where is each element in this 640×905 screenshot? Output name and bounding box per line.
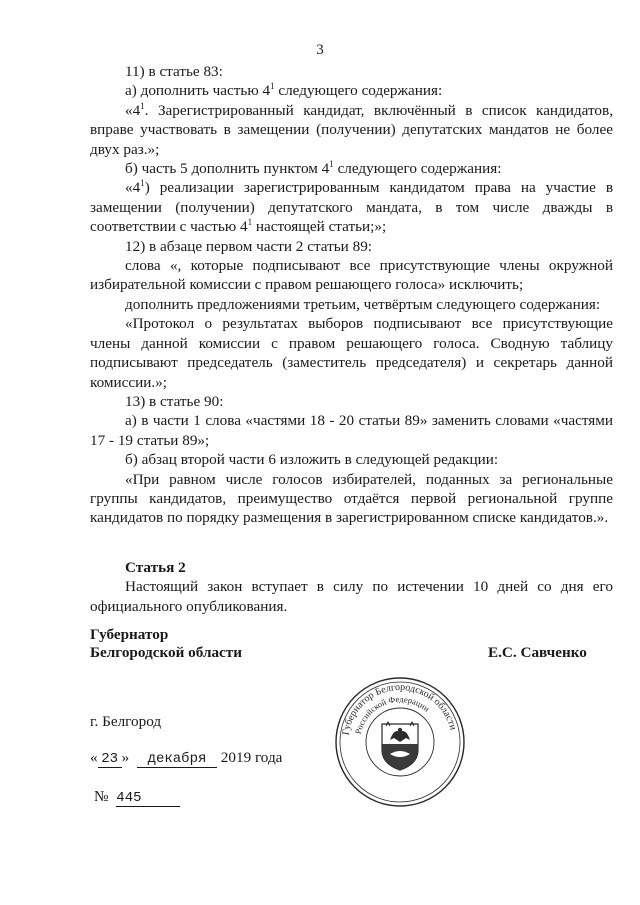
place: г. Белгород (90, 713, 162, 730)
date-day: 23 (98, 752, 122, 768)
date-line (90, 749, 282, 768)
date-open-quote: « (90, 749, 98, 766)
list-item: а) в части 1 слова «частями 18 - 20 статьи 89» заменить словами «частями 17 - 19 статьи 89»; (90, 412, 613, 449)
signature-title-line1: Губернатор (90, 626, 169, 643)
number-line (94, 788, 180, 807)
date-month: декабря (137, 752, 217, 768)
document-body (90, 62, 613, 616)
seal-outer-text: Губернатор Белгородской области (340, 681, 459, 737)
date-close-quote: » (121, 749, 130, 766)
spacer (90, 528, 613, 558)
signature-name: Е.С. Савченко (488, 644, 587, 661)
list-item: 11) в статье 83: (125, 63, 223, 80)
official-seal (330, 672, 470, 812)
list-item: «Протокол о результатах выборов подписывают все присутствующие члены данной комиссии с правом решающего голоса. Сводную таблицу подписывают председатель (заместитель председателя) и секретарь данной комиссии.»; (90, 315, 613, 391)
number-label: № (94, 788, 109, 805)
list-item: дополнить предложениями третьим, четвёртым следующего содержания: (125, 295, 601, 313)
signature-title-line2: Белгородской области (90, 644, 243, 661)
list-item: «$4^1$) реализации зарегистрированным кандидатом права на участие в замещении (получении) депутатского мандата, в том числе дважды в соответствии с частью $4^1$ настоящей статьи;»; (90, 178, 613, 236)
list-item: 13) в статье 90: (125, 392, 224, 410)
number-value: 445 (116, 791, 180, 807)
list-item: «$4^1$. Зарегистрированный кандидат, включённый в список кандидатов, вправе участвовать в замещении (получении) депутатских мандатов не более двух раз.»; (90, 100, 613, 158)
date-year: 2019 года (220, 749, 283, 766)
list-item: 12) в абзаце первом части 2 статьи 89: (125, 237, 373, 255)
list-item: б) абзац второй части 6 изложить в следующей редакции: (125, 451, 499, 469)
article-heading: Статья 2 (125, 558, 186, 576)
list-item: а) дополнить частью $4^1$ следующего содержания: (125, 81, 443, 100)
coat-of-arms-icon (382, 722, 418, 770)
page-number: 3 (316, 42, 324, 58)
seal-inner-text: Российской Федерации (352, 693, 432, 736)
list-item: слова «, которые подписывают все присутствующие члены окружной избирательной комиссии с правом решающего голоса» исключить; (90, 257, 613, 294)
list-item: «При равном числе голосов избирателей, поданных за региональные группы кандидатов, преимущество отдаётся первой региональной группе кандидатов по порядку размещения в зарегистрированном списке кандидатов.». (90, 470, 613, 527)
article-text: Настоящий закон вступает в силу по истечении 10 дней со дня его официального опубликования. (90, 578, 613, 615)
list-item: б) часть 5 дополнить пунктом $4^1$ следующего содержания: (125, 159, 502, 178)
